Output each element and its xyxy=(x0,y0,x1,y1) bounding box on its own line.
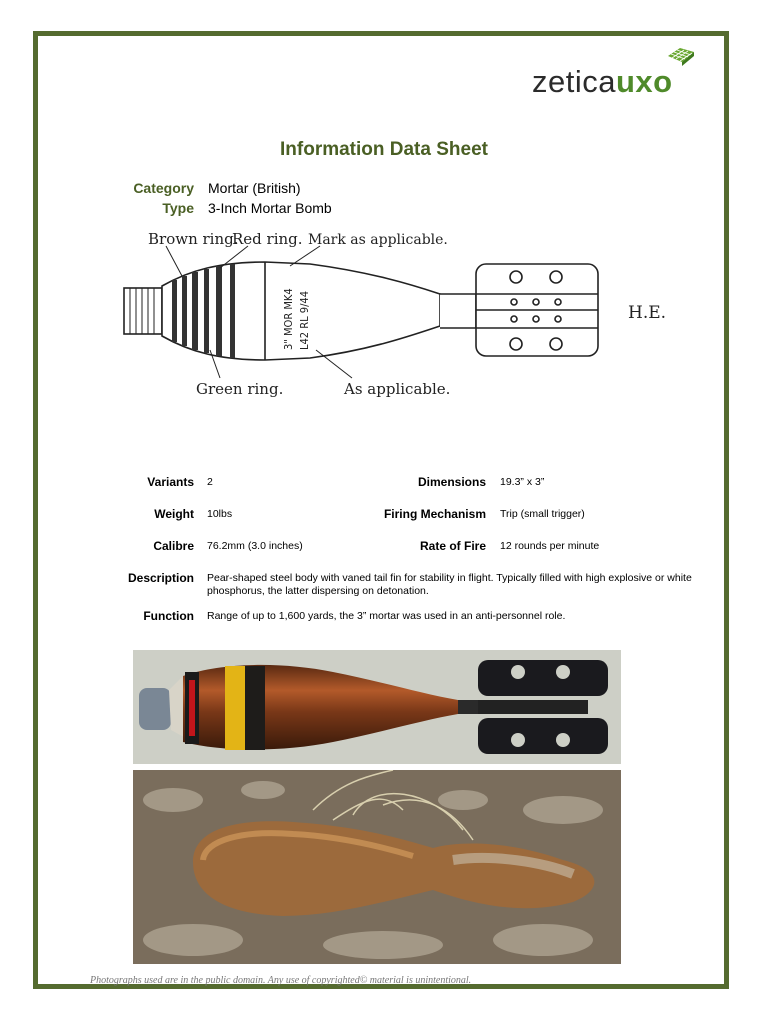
page-title: Information Data Sheet xyxy=(280,139,488,160)
mortar-bomb-photo xyxy=(133,650,621,764)
type-label: Type xyxy=(162,200,194,216)
firing-mechanism-value: Trip (small trigger) xyxy=(500,508,585,520)
category-value: Mortar (British) xyxy=(208,180,301,196)
rate-of-fire-value: 12 rounds per minute xyxy=(500,540,600,552)
variants-label: Variants xyxy=(147,475,194,489)
type-value: 3-Inch Mortar Bomb xyxy=(208,200,332,216)
firing-mechanism-label: Firing Mechanism xyxy=(383,507,486,521)
function-label: Function xyxy=(143,609,194,623)
footer-disclaimer: Photographs used are in the public domain. Any use of copyrighted© material is unintentional. xyxy=(90,975,472,986)
weight-label: Weight xyxy=(154,507,194,521)
calibre-label: Calibre xyxy=(153,539,194,553)
green-ring-label: Green ring. xyxy=(196,380,284,398)
mortar-bomb-diagram xyxy=(120,222,680,412)
logo-wordmark: zeticauxo xyxy=(532,64,673,99)
variants-value: 2 xyxy=(207,476,213,488)
brown-ring-label: Brown ring. xyxy=(148,230,239,248)
description-label: Description xyxy=(127,571,194,585)
description-value: Pear-shaped steel body with vaned tail fin for stability in flight. Typically filled with high explosive or white phosphorus, the latter dispersing on detonation. xyxy=(207,572,692,597)
mark-label: Mark as applicable. xyxy=(308,232,448,248)
weight-value: 10lbs xyxy=(207,508,233,520)
stamp-line-1: 3" MOR MK4 xyxy=(282,288,295,350)
zetica-uxo-logo xyxy=(532,46,732,100)
dimensions-label: Dimensions xyxy=(417,475,486,489)
he-label: H.E. xyxy=(628,303,667,323)
rate-of-fire-label: Rate of Fire xyxy=(419,539,486,553)
corroded-bomb-photo xyxy=(133,770,621,964)
function-value: Range of up to 1,600 yards, the 3” mortar was used in an anti-personnel role. xyxy=(207,610,566,622)
dimensions-value: 19.3” x 3” xyxy=(500,476,545,488)
category-label: Category xyxy=(133,180,194,196)
as-applicable-label: As applicable. xyxy=(344,380,451,398)
stamp-line-2: L42 RL 9/44 xyxy=(298,291,311,350)
red-ring-label: Red ring. xyxy=(232,230,303,248)
calibre-value: 76.2mm (3.0 inches) xyxy=(207,540,303,552)
